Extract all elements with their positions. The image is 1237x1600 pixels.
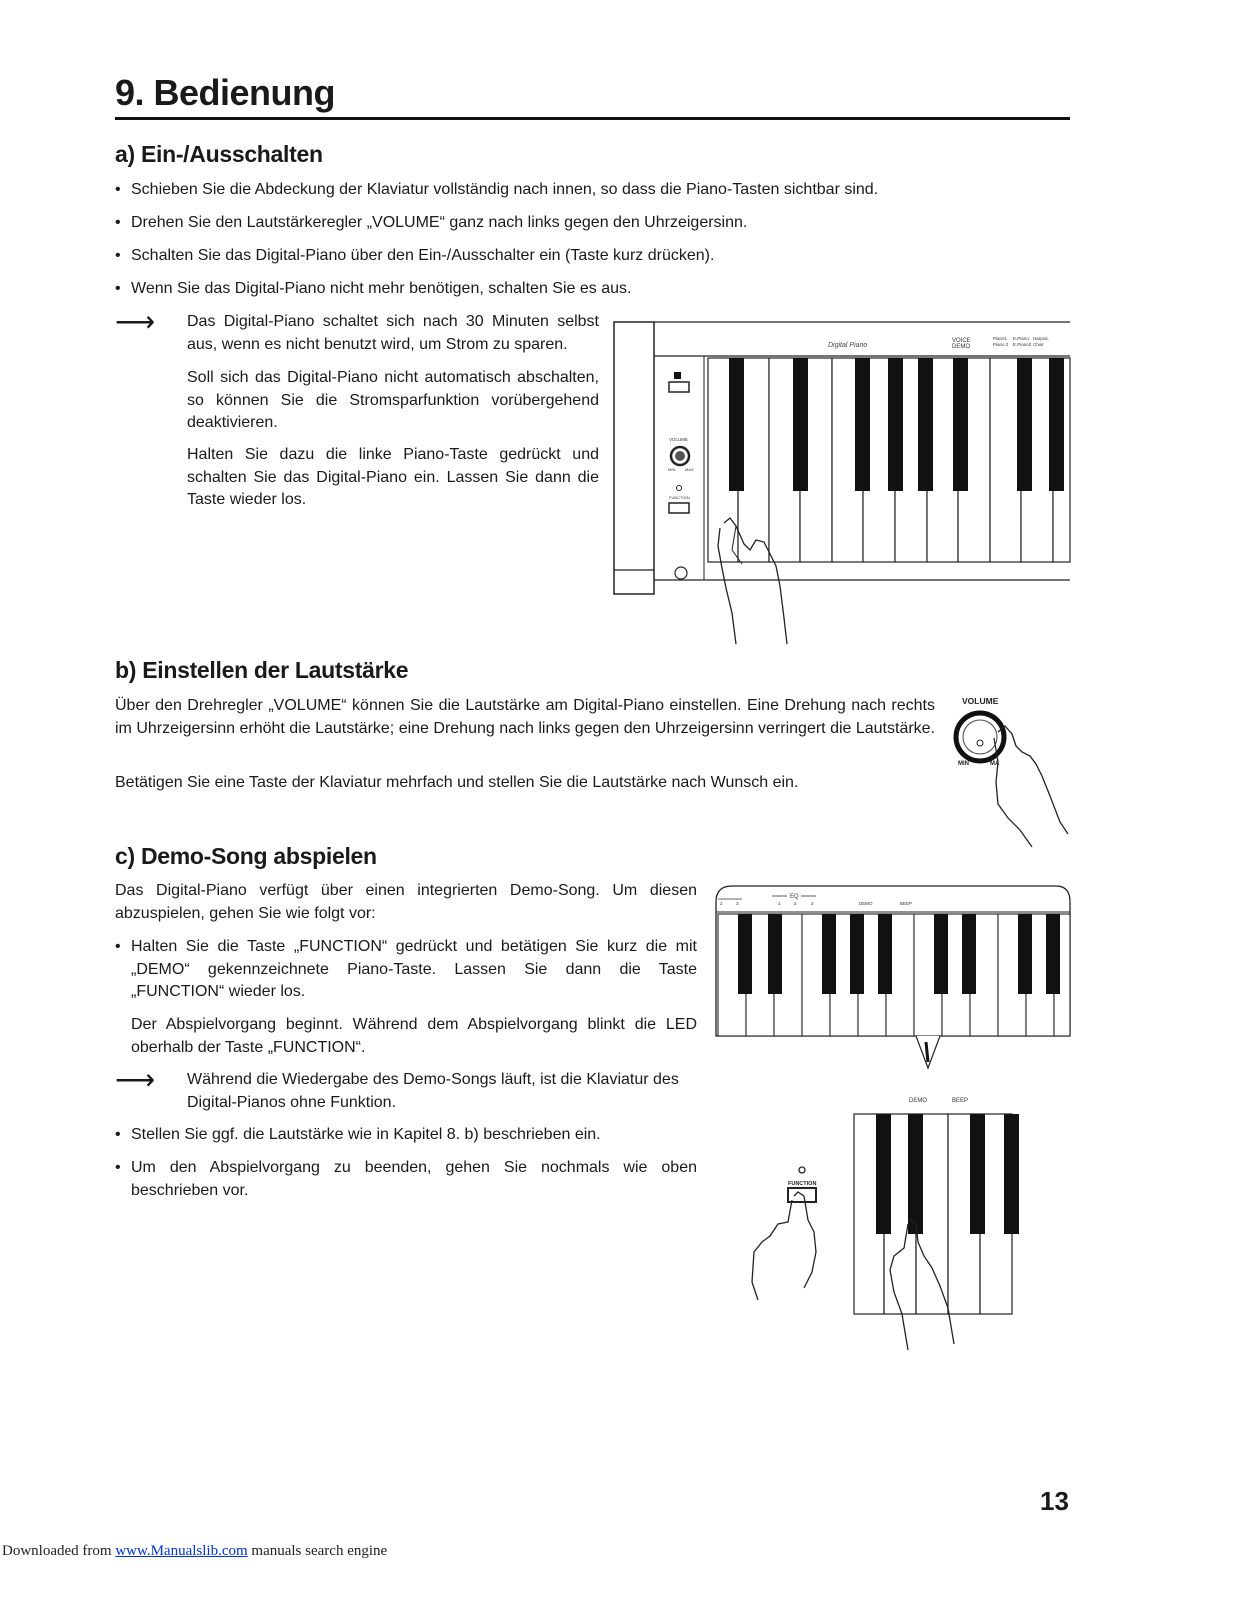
svg-text:3: 3 xyxy=(736,901,739,906)
note-text: Soll sich das Digital-Piano nicht automatisch abschalten, so können Sie die Stromsparfunktion vorübergehend deaktivieren. xyxy=(187,369,599,431)
svg-text:DEMO: DEMO xyxy=(952,344,970,350)
svg-text:Choir: Choir xyxy=(1033,342,1044,347)
manualslib-link[interactable]: www.Manualslib.com xyxy=(115,1543,248,1559)
svg-text:MA: MA xyxy=(990,761,1000,767)
page-title: 9. Bedienung xyxy=(115,72,336,113)
svg-text:VOLUME: VOLUME xyxy=(669,437,689,442)
note-text: Halten Sie dazu die linke Piano-Taste gedrückt und schalten Sie das Digital-Piano ein. Lassen Sie dann die Taste wieder los. xyxy=(187,446,599,508)
svg-text:Digital Piano: Digital Piano xyxy=(828,342,868,349)
svg-text:VOICE: VOICE xyxy=(952,338,971,344)
svg-text:Harpsic.: Harpsic. xyxy=(1033,336,1050,341)
svg-text:E.Piano: E.Piano xyxy=(1013,336,1029,341)
bullet-icon: • xyxy=(115,1126,121,1143)
title-rule xyxy=(115,117,1070,120)
section-b-heading: b) Einstellen der Lautstärke xyxy=(115,657,409,683)
section-c-heading: c) Demo-Song abspielen xyxy=(115,843,377,869)
footer: Downloaded from www.Manualslib.com manuals search engine xyxy=(2,1543,388,1559)
svg-text:EQ: EQ xyxy=(790,894,799,900)
bullet-icon: • xyxy=(115,280,121,297)
volume-knob-illustration xyxy=(950,692,1075,852)
svg-text:FUNCTION: FUNCTION xyxy=(788,1181,817,1187)
paragraph: Über den Drehregler „VOLUME“ können Sie die Lautstärke am Digital-Piano einstellen. Eine Drehung nach rechts im Uhrzeigersinn erhöht die Lautstärke; eine Drehung nach links gegen den Uhrzeigersinn verringert die Lautstärke. xyxy=(115,697,936,737)
list-item: • Halten Sie die Taste „FUNCTION“ gedrückt und betätigen Sie kurz die mit „DEMO“ gekennzeichnete Piano-Taste. Lassen Sie dann die Taste „FUNCTION“ wieder los. xyxy=(115,938,697,1000)
svg-text:Piano 2: Piano 2 xyxy=(993,342,1009,347)
section-a-heading: a) Ein-/Ausschalten xyxy=(115,141,323,167)
page-number: 13 xyxy=(1040,1486,1069,1516)
paragraph: Der Abspielvorgang beginnt. Während dem Abspielvorgang blinkt die LED oberhalb der Taste „FUNCTION“. xyxy=(131,1016,697,1056)
keyboard-demo-illustration xyxy=(714,882,1074,1072)
list-item: • Drehen Sie den Lautstärkeregler „VOLUME“ ganz nach links gegen den Uhrzeigersinn. xyxy=(131,212,1071,235)
paragraph: Das Digital-Piano verfügt über einen integrierten Demo-Song. Um diesen abzuspielen, gehen Sie wie folgt vor: xyxy=(115,882,697,922)
svg-text:DEMO: DEMO xyxy=(859,901,873,906)
svg-text:1: 1 xyxy=(778,901,781,906)
list-item: • Wenn Sie das Digital-Piano nicht mehr benötigen, schalten Sie es aus. xyxy=(131,278,1071,301)
note-text: Während die Wiedergabe des Demo-Songs läuft, ist die Klaviatur des Digital-Pianos ohne Funktion. xyxy=(187,1071,679,1111)
svg-text:BEEP: BEEP xyxy=(900,901,913,906)
bullet-icon: • xyxy=(115,247,121,264)
arrow-right-icon: ⟶ xyxy=(115,1064,156,1095)
svg-text:VOLUME: VOLUME xyxy=(962,696,999,706)
list-item: • Schieben Sie die Abdeckung der Klaviatur vollständig nach innen, so dass die Piano-Tasten sichtbar sind. xyxy=(131,179,1071,202)
svg-text:3: 3 xyxy=(811,901,814,906)
list-item: • Schalten Sie das Digital-Piano über den Ein-/Ausschalter ein (Taste kurz drücken). xyxy=(131,245,1071,268)
note-text: Das Digital-Piano schaltet sich nach 30 Minuten selbst aus, wenn es nicht benutzt wird, um Strom zu sparen. xyxy=(187,313,599,353)
paragraph: Betätigen Sie eine Taste der Klaviatur mehrfach und stellen Sie die Lautstärke nach Wunsch ein. xyxy=(115,774,799,791)
svg-text:BEEP: BEEP xyxy=(952,1098,969,1104)
function-demo-keys-illustration xyxy=(744,1092,1029,1354)
svg-text:MIN: MIN xyxy=(668,467,676,472)
list-item: • Stellen Sie ggf. die Lautstärke wie in Kapitel 8. b) beschrieben ein. xyxy=(131,1124,697,1147)
bullet-icon: • xyxy=(115,214,121,231)
svg-text:MIN: MIN xyxy=(958,761,969,767)
list-item: • Um den Abspielvorgang zu beenden, gehen Sie nochmals wie oben beschrieben vor. xyxy=(115,1159,697,1199)
svg-text:FUNCTION: FUNCTION xyxy=(669,495,690,500)
bullet-icon: • xyxy=(115,181,121,198)
svg-text:2: 2 xyxy=(794,901,797,906)
svg-text:Piano1: Piano1 xyxy=(993,336,1008,341)
svg-text:DEMO: DEMO xyxy=(909,1098,927,1104)
svg-text:E.Piano2: E.Piano2 xyxy=(1013,342,1032,347)
svg-text:2: 2 xyxy=(720,901,723,906)
arrow-right-icon: ⟶ xyxy=(115,306,156,337)
svg-text:MAX: MAX xyxy=(685,467,694,472)
bullet-icon: • xyxy=(115,938,121,955)
bullet-icon: • xyxy=(115,1159,121,1176)
piano-panel-illustration xyxy=(612,318,1072,648)
